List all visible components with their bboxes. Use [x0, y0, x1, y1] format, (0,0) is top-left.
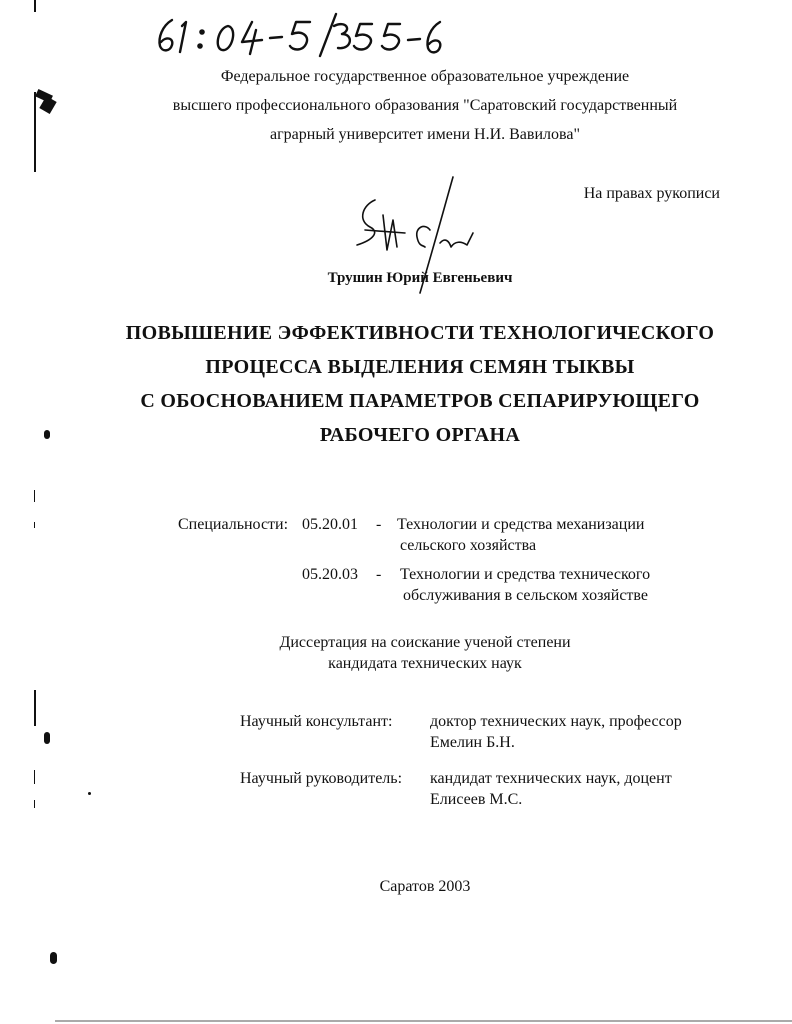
specialty-dash: - [376, 566, 382, 583]
consultant-name: Емелин Б.Н. [430, 734, 515, 751]
consultant-label: Научный консультант: [240, 713, 393, 730]
specialty-name-line-2: сельского хозяйства [400, 537, 537, 554]
institution-line-3: аграрный университет имени Н.И. Вавилова" [270, 126, 580, 143]
handwritten-code-drawing [150, 12, 450, 58]
title-line-2: ПРОЦЕССА ВЫДЕЛЕНИЯ СЕМЯН ТЫКВЫ [205, 356, 635, 378]
dissertation-line-2: кандидата технических наук [328, 655, 522, 672]
supervisor-name: Елисеев М.С. [430, 791, 523, 808]
specialty-code: 05.20.01 [302, 516, 358, 533]
supervisor-degree: кандидат технических наук, доцент [430, 770, 672, 787]
specialty-name-line-2: обслуживания в сельском хозяйстве [403, 587, 648, 604]
specialties-label: Специальности: [178, 516, 289, 533]
title-line-4: РАБОЧЕГО ОРГАНА [319, 424, 521, 446]
specialty-dash: - [376, 516, 382, 533]
rights-note: На правах рукописи [583, 185, 720, 202]
dissertation-line-1: Диссертация на соискание ученой степени [279, 634, 571, 651]
title-line-1: ПОВЫШЕНИЕ ЭФФЕКТИВНОСТИ ТЕХНОЛОГИЧЕСКОГО [125, 322, 715, 344]
city-year: Саратов 2003 [379, 878, 471, 895]
specialty-code: 05.20.03 [302, 566, 358, 583]
consultant-degree: доктор технических наук, профессор [430, 713, 682, 730]
specialty-name-line-1: Технологии и средства технического [400, 566, 651, 583]
institution-line-1: Федеральное государственное образовательное учреждение [220, 68, 630, 85]
institution-line-2: высшего профессионального образования "Саратовский государственный [172, 97, 678, 114]
supervisor-label: Научный руководитель: [240, 770, 403, 787]
specialty-name-line-1: Технологии и средства механизации [397, 516, 645, 533]
title-line-3: С ОБОСНОВАНИЕМ ПАРАМЕТРОВ СЕПАРИРУЮЩЕГО [140, 390, 700, 412]
author-name: Трушин Юрий Евгеньевич [327, 270, 513, 286]
handwritten-archive-code [150, 12, 450, 58]
